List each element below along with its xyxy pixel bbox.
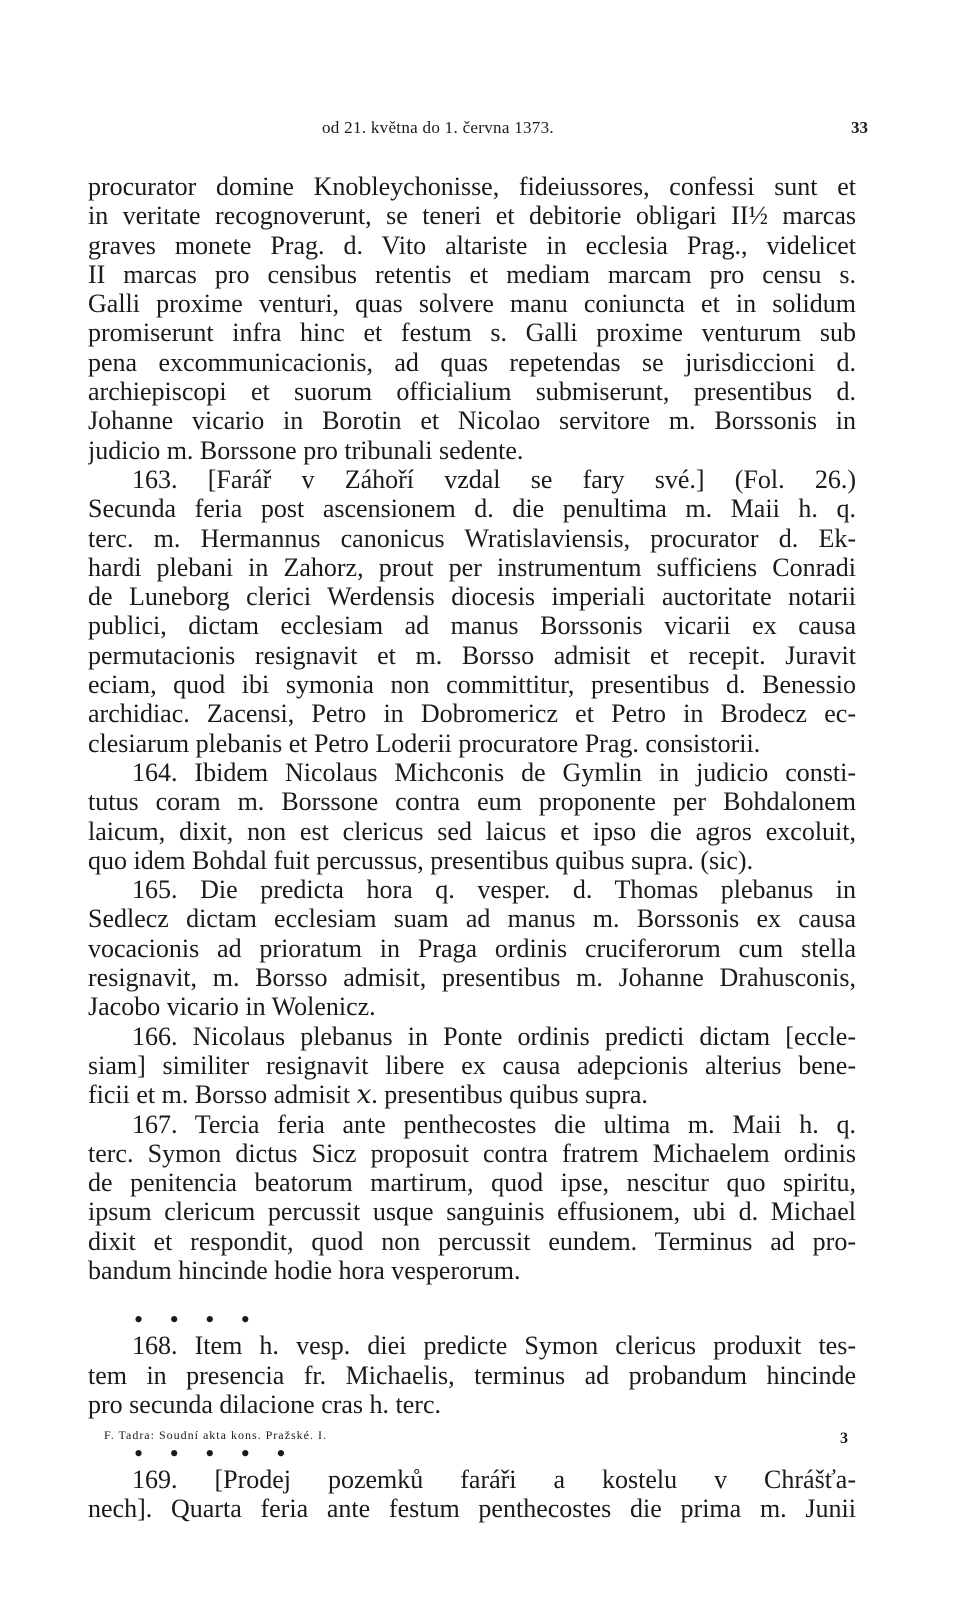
text-line: publici, dictam ecclesiam ad manus Borssonis vicarii ex causa	[88, 611, 856, 641]
entry-164	[88, 758, 856, 875]
running-title: od 21. května do 1. června 1373.	[322, 118, 554, 137]
text-line: judicio m. Borssone pro tribunali sedente.	[88, 435, 524, 465]
entry-heading: 167. Tercia feria ante penthecostes die ultima m. Maii h. q.	[132, 1109, 856, 1139]
entry-163	[88, 465, 856, 758]
text-line: de Luneborg clerici Werdensis diocesis imperiali auctoritate notarii	[88, 582, 856, 612]
entry-heading: 168. Item h. vesp. diei predicte Symon clericus produxit tes-	[132, 1331, 856, 1361]
text-line: bandum hincinde hodie hora vesperorum.	[88, 1255, 521, 1285]
text-line: ipsum clericum percussit usque sanguinis effusionem, ubi d. Michael	[88, 1197, 856, 1227]
page-body	[88, 172, 856, 1524]
text-line: Galli proxime venturi, quas solvere manu coniuncta et in solidum	[88, 289, 856, 319]
running-header	[0, 118, 960, 142]
text-line: Jacobo vicario in Wolenicz.	[88, 992, 376, 1022]
entry-166	[88, 1022, 856, 1110]
text-line: Sedlecz dictam ecclesiam suam ad manus m. Borssonis ex causa	[88, 904, 856, 934]
text-line: permutacionis resignavit et m. Borsso admisit et recepit. Juravit	[88, 640, 856, 670]
text-line: nech]. Quarta feria ante festum penthecostes die prima m. Junii	[88, 1494, 856, 1524]
text-line: ficii et m. Borsso admisit 𝑥. presentibus quibus supra.	[88, 1080, 648, 1110]
entry-heading: 163. [Farář v Záhoří vzdal se fary své.] (Fol. 26.)	[132, 464, 856, 494]
text-line: Johanne vicario in Borotin et Nicolao servitore m. Borssonis in	[88, 406, 856, 436]
entry-168	[88, 1305, 856, 1419]
entry-heading: 164. Ibidem Nicolaus Michconis de Gymlin in judicio consti-	[132, 757, 856, 787]
text-line: quo idem Bohdal fuit percussus, presentibus quibus supra. (sic).	[88, 845, 754, 875]
text-line: II marcas pro censibus retentis et mediam marcam pro censu s.	[88, 259, 856, 289]
text-line: de penitencia beatorum martirum, quod ipse, nescitur quo spiritu,	[88, 1168, 856, 1198]
entry-heading: 166. Nicolaus plebanus in Ponte ordinis predicti dictam [eccle-	[132, 1021, 856, 1051]
text-line: resignavit, m. Borsso admisit, presentibus m. Johanne Drahusconis,	[88, 963, 856, 993]
text-line: pro secunda dilacione cras h. terc.	[88, 1389, 442, 1419]
text-line: Secunda feria post ascensionem d. die penultima m. Maii h. q.	[88, 494, 856, 524]
text-line: tem in presencia fr. Michaelis, terminus ad probandum hincinde	[88, 1360, 856, 1390]
text-line: tutus coram m. Borssone contra eum proponente per Bohdalonem	[88, 787, 856, 817]
text-line: promiserunt infra hinc et festum s. Galli proxime venturum sub	[88, 318, 856, 348]
text-line: dixit et respondit, quod non percussit eundem. Terminus ad pro-	[88, 1226, 856, 1256]
text-line: pena excommunicacionis, ad quas repetendas se jurisdiccioni d.	[88, 347, 856, 377]
text-line: procurator domine Knobleychonisse, fideiussores, confessi sunt et	[88, 172, 856, 201]
text-line: archiepiscopi et suorum officialium submiserunt, presentibus d.	[88, 377, 856, 407]
text-line: vocacionis ad prioratum in Praga ordinis cruciferorum cum stella	[88, 933, 856, 963]
entry-169	[88, 1439, 856, 1524]
omission-dots: • • • •	[134, 1305, 260, 1335]
text-line: hardi plebani in Zahorz, prout per instrumentum sufficiens Conradi	[88, 552, 856, 582]
text-line: archidiac. Zacensi, Petro in Dobromericz et Petro in Brodecz ec-	[88, 699, 856, 729]
text-line: terc. m. Hermannus canonicus Wratislaviensis, procurator d. Ek-	[88, 523, 856, 553]
entry-165	[88, 875, 856, 1021]
entry-167	[88, 1110, 856, 1286]
text-line: in veritate recognoverunt, se teneri et debitorie obligari II½ marcas	[88, 201, 856, 231]
entry-heading: 165. Die predicta hora q. vesper. d. Thomas plebanus in	[132, 875, 856, 905]
page-number: 33	[851, 118, 868, 137]
source-reference: F. Tadra: Soudní akta kons. Pražské. I.	[104, 1428, 327, 1442]
text-line: clesiarum plebanis et Petro Loderii procuratore Prag. consistorii.	[88, 728, 761, 758]
text-line: siam] similiter resignavit libere ex causa adepcionis alterius bene-	[88, 1050, 856, 1080]
entry-heading: 169. [Prodej pozemků faráři a kostelu v Chrášťa-	[132, 1465, 856, 1495]
text-line: eciam, quod ibi symonia non committitur, presentibus d. Benessio	[88, 670, 856, 700]
text-line: terc. Symon dictus Sicz proposuit contra fratrem Michaelem ordinis	[88, 1138, 856, 1168]
page-footer	[88, 1428, 868, 1452]
text-line: laicum, dixit, non est clericus sed laicus et ipso die agros excoluit,	[88, 816, 856, 846]
paragraph-continuation	[88, 172, 856, 465]
signature-mark: 3	[840, 1430, 848, 1447]
text-line: graves monete Prag. d. Vito altariste in ecclesia Prag., videlicet	[88, 230, 856, 260]
omission-dots: • • • • •	[134, 1439, 296, 1469]
